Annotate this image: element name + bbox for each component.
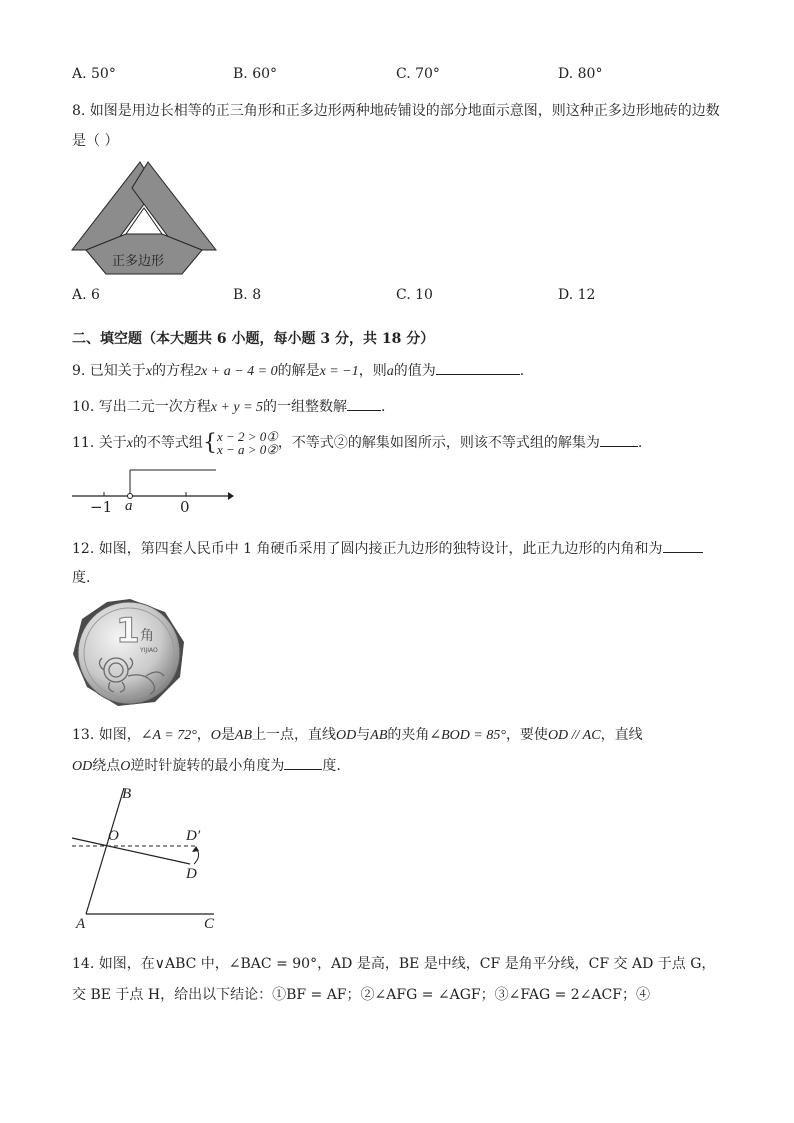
coin-numeral: 1 [116,611,140,651]
q7-option-b: B. 60° [233,66,278,82]
q11-answer-blank [600,432,638,447]
q8-stem-line1: 8. 如图是用边长相等的正三角形和正多边形两种地砖铺设的部分地面示意图，则这种正多边形地砖的边数 [72,103,720,119]
q13-geometry-figure [70,786,220,918]
q11-stem: 11. 关于x的不等式组{x − 2 > 0① x − a > 0②，不等式②的解集如图所示，则该不等式组的解集为 . [72,429,643,457]
q7-option-a: A. 50° [72,66,116,82]
q13-stem-line1: 13. 如图，∠A = 72°，O是AB上一点，直线OD与AB的夹角∠BOD = 85°，要使OD // AC，直线 [72,727,643,743]
q7-option-c: C. 70° [396,66,440,82]
q13-label-Dprime: D′ [186,828,201,844]
q14-stem-line2: 交 BE 于点 H，给出以下结论：①BF = AF；②∠AFG = ∠AGF；③∠FAG = 2∠ACF；④ [72,987,650,1003]
q13-label-D: D [186,866,197,882]
q13-label-A: A [76,916,86,932]
q13-answer-blank [284,755,322,770]
q8-stem-line2: 是（ ） [72,133,119,149]
q10-stem: 10. 写出二元一次方程x + y = 5的一组整数解 . [72,396,386,416]
q8-option-d: D. 12 [558,287,596,303]
q7-option-d: D. 80° [558,66,603,82]
q14-stem-line1: 14. 如图，在∨ABC 中，∠BAC = 90°，AD 是高，BE 是中线，CF 是角平分线，CF 交 AD 于点 G， [72,956,716,972]
q11-label-zero: 0 [180,498,190,516]
q10-answer-blank [347,396,381,411]
q12-answer-blank [663,538,703,553]
q8-option-a: A. 6 [72,287,100,303]
q8-option-c: C. 10 [396,287,433,303]
coin-char: 角 [140,628,154,644]
q11-label-minus1: −1 [90,498,113,516]
q9-stem: 9. 已知关于x的方程2x + a − 4 = 0的解是x = −1，则a的值为 . [72,360,524,380]
q12-coin-image [72,598,188,708]
q11-number-line [70,466,235,500]
q8-figure-label: 正多边形 [112,254,165,269]
q13-label-O: O [108,828,119,844]
q12-stem-line2: 度. [72,570,91,586]
q9-answer-blank [436,360,520,375]
q11-label-a: a [125,498,133,514]
q13-label-B: B [122,786,132,802]
q8-option-b: B. 8 [233,287,262,303]
coin-pinyin: YIJIAO [140,647,158,654]
q12-stem-line1: 12. 如图，第四套人民币中 1 角硬币采用了圆内接正九边形的独特设计，此正九边形的内角和为 [72,538,703,558]
q13-label-C: C [204,916,215,932]
q13-stem-line2: OD绕点O逆时针旋转的最小角度为 度. [72,755,341,775]
section-fill-blank-header: 二、填空题（本大题共 6 小题，每小题 3 分，共 18 分） [72,331,435,347]
